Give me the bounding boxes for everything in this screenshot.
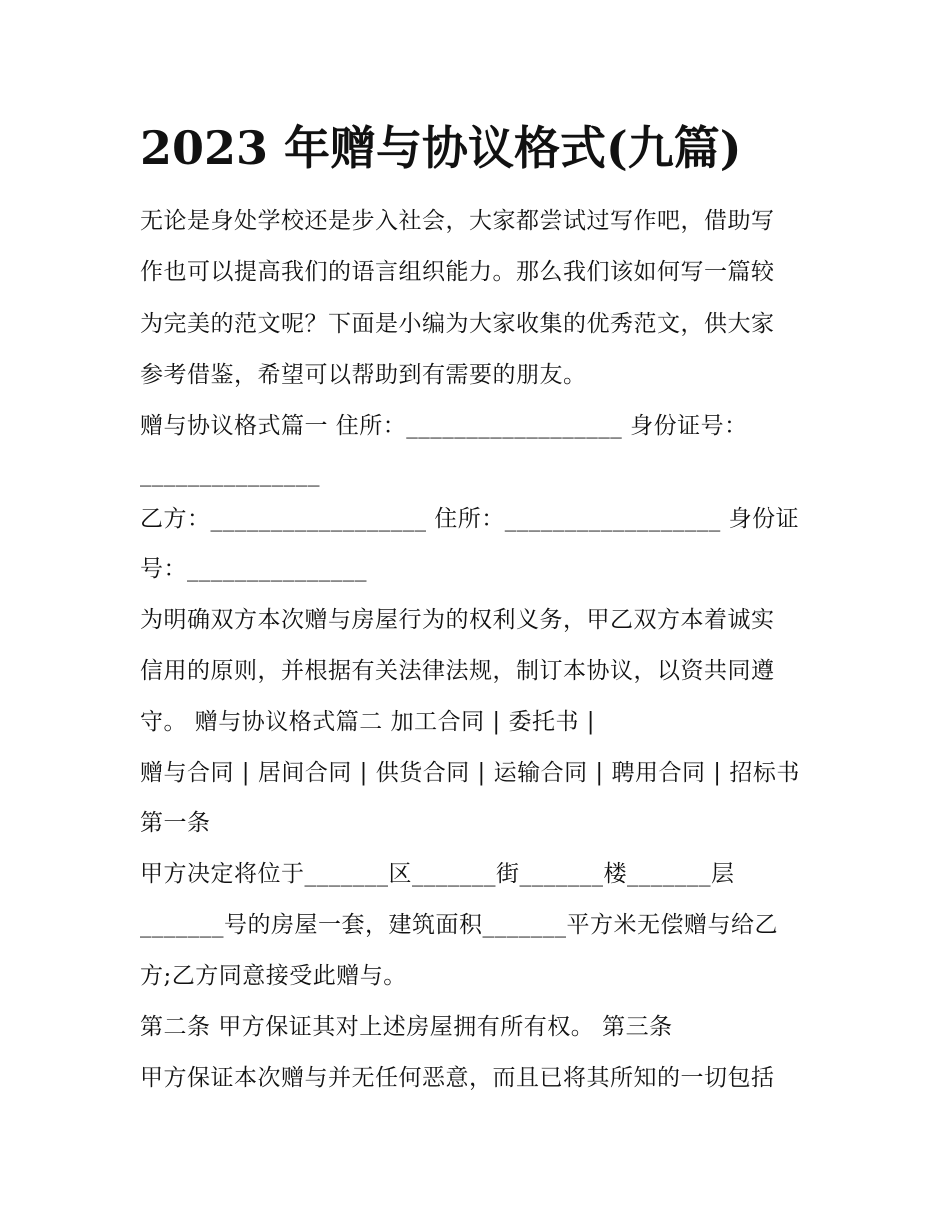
paragraph-line: 守。 赠与协议格式篇二 加工合同 | 委托书 |	[140, 709, 596, 735]
paragraph-line: 号：_______________	[140, 556, 367, 582]
paragraph-line: 信用的原则，并根据有关法律法规，制订本协议，以资共同遵	[140, 658, 775, 684]
paragraph-line: 甲方保证本次赠与并无任何恶意，而且已将其所知的一切包括	[140, 1065, 775, 1091]
paragraph-line: 赠与协议格式篇一 住所：__________________ 身份证号：	[140, 413, 748, 439]
paragraph-line: 参考借鉴，希望可以帮助到有需要的朋友。	[140, 362, 587, 388]
paragraph-line: 方;乙方同意接受此赠与。	[140, 963, 407, 989]
paragraph-line: 为完美的范文呢？下面是小编为大家收集的优秀范文，供大家	[140, 311, 775, 337]
paragraph-line: 乙方：__________________ 住所：__________________ 身份证	[140, 506, 800, 532]
paragraph-line: _______号的房屋一套，建筑面积_______平方米无偿赠与给乙	[140, 912, 778, 938]
paragraph-line: 第二条 甲方保证其对上述房屋拥有所有权。 第三条	[140, 1014, 673, 1040]
paragraph-line: 甲方决定将位于_______区_______街_______楼_______层	[140, 861, 735, 887]
paragraph-line: 为明确双方本次赠与房屋行为的权利义务，甲乙双方本着诚实	[140, 607, 775, 633]
paragraph-line: 无论是身处学校还是步入社会，大家都尝试过写作吧，借助写	[140, 208, 775, 234]
blank-fill-line: _______________	[140, 461, 320, 487]
document-title: 2023 年赠与协议格式(九篇)	[140, 121, 742, 175]
article-heading: 第一条	[140, 810, 211, 836]
paragraph-line: 作也可以提高我们的语言组织能力。那么我们该如何写一篇较	[140, 259, 775, 285]
contract-types-line: 赠与合同 | 居间合同 | 供货合同 | 运输合同 | 聘用合同 | 招标书	[140, 760, 800, 786]
